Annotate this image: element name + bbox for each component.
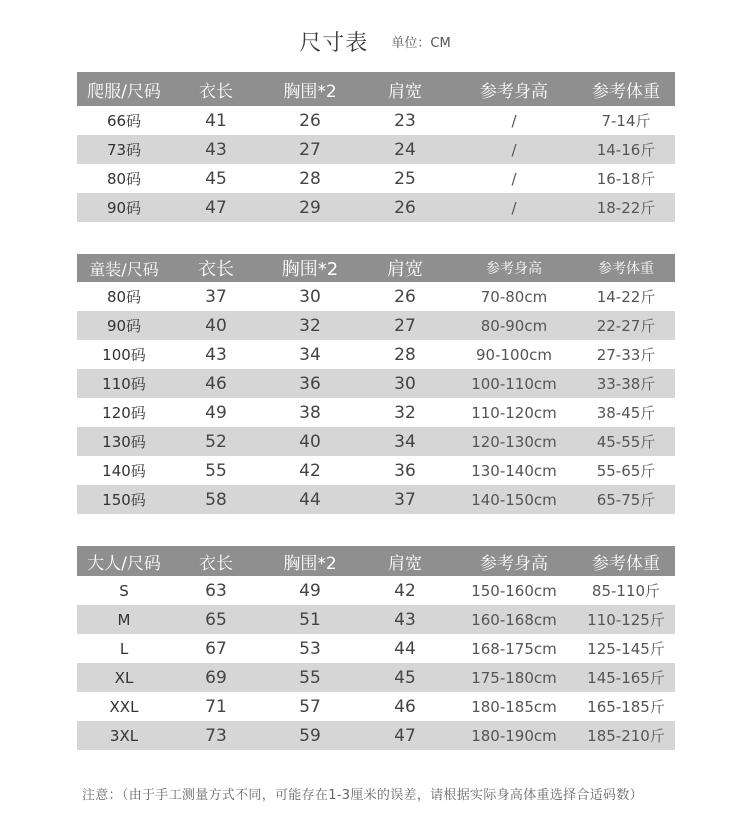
cell-height: 140-150cm — [451, 485, 577, 514]
cell-height: 130-140cm — [471, 461, 557, 480]
cell-height: 90-100cm — [476, 345, 552, 364]
table-header-row — [77, 72, 675, 106]
cell-height: 168-175cm — [471, 639, 557, 658]
cell-chest: 57 — [299, 696, 321, 717]
cell-height: 160-168cm — [451, 605, 577, 634]
cell-length: 41 — [205, 110, 227, 131]
cell-chest: 32 — [261, 311, 359, 340]
column-header-shoulder: 肩宽 — [359, 546, 451, 576]
cell-size: 150码 — [77, 485, 171, 514]
cell-length: 47 — [171, 193, 261, 222]
column-header-size: 童装/尺码 — [77, 254, 171, 282]
column-header-length: 衣长 — [171, 546, 261, 576]
cell-chest: 30 — [299, 286, 321, 307]
kids-size-table — [77, 254, 675, 514]
cell-length: 63 — [205, 580, 227, 601]
cell-shoulder: 30 — [359, 369, 451, 398]
cell-shoulder: 45 — [359, 663, 451, 692]
table-row — [77, 193, 675, 222]
cell-length: 69 — [171, 663, 261, 692]
cell-weight: 165-185斤 — [587, 698, 665, 716]
unit-label: 单位：CM — [391, 36, 451, 51]
cell-length: 40 — [171, 311, 261, 340]
cell-length: 67 — [205, 638, 227, 659]
cell-size: 90码 — [77, 311, 171, 340]
cell-size: 3XL — [77, 721, 171, 750]
table-row — [77, 106, 675, 135]
column-header-chest: 胸围*2 — [261, 72, 359, 106]
cell-chest: 34 — [299, 344, 321, 365]
cell-size: 140码 — [102, 462, 146, 480]
cell-weight: 55-65斤 — [596, 462, 656, 480]
cell-shoulder: 26 — [394, 286, 416, 307]
cell-shoulder: 23 — [394, 110, 416, 131]
table-row — [77, 340, 675, 369]
cell-shoulder: 36 — [394, 460, 416, 481]
cell-chest: 42 — [299, 460, 321, 481]
table-row — [77, 311, 675, 340]
table-row — [77, 634, 675, 663]
cell-size: 120码 — [102, 404, 146, 422]
column-header-height: 参考身高 — [451, 72, 577, 106]
cell-size: 80码 — [106, 170, 142, 188]
cell-height: 100-110cm — [451, 369, 577, 398]
cell-chest: 53 — [299, 638, 321, 659]
cell-shoulder: 27 — [359, 311, 451, 340]
cell-size: 80码 — [106, 288, 142, 306]
cell-length: 43 — [205, 344, 227, 365]
cell-length: 45 — [205, 168, 227, 189]
cell-weight: 14-22斤 — [596, 288, 656, 306]
table-row — [77, 282, 675, 311]
column-header-height: 参考身高 — [451, 546, 577, 576]
table-row — [77, 663, 675, 692]
adult-size-table — [77, 546, 675, 750]
cell-height: / — [451, 135, 577, 164]
table-row — [77, 427, 675, 456]
table-row — [77, 135, 675, 164]
table-row — [77, 485, 675, 514]
cell-size: 90码 — [77, 193, 171, 222]
column-header-chest: 胸围*2 — [261, 546, 359, 576]
cell-length: 52 — [171, 427, 261, 456]
cell-weight: 18-22斤 — [577, 193, 675, 222]
column-header-chest: 胸围*2 — [261, 254, 359, 282]
column-header-height: 参考身高 — [451, 254, 577, 282]
column-header-shoulder: 肩宽 — [359, 254, 451, 282]
cell-chest: 51 — [261, 605, 359, 634]
column-header-weight: 参考体重 — [577, 546, 675, 576]
cell-weight: 7-14斤 — [601, 112, 651, 130]
cell-shoulder: 26 — [359, 193, 451, 222]
table-row — [77, 398, 675, 427]
cell-length: 49 — [205, 402, 227, 423]
cell-shoulder: 46 — [394, 696, 416, 717]
cell-size: L — [119, 639, 129, 658]
cell-shoulder: 37 — [359, 485, 451, 514]
cell-chest: 29 — [261, 193, 359, 222]
cell-size: 100码 — [102, 346, 146, 364]
column-header-length: 衣长 — [171, 72, 261, 106]
cell-weight: 33-38斤 — [577, 369, 675, 398]
cell-weight: 85-110斤 — [591, 582, 661, 600]
column-header-weight: 参考体重 — [577, 72, 675, 106]
cell-shoulder: 34 — [359, 427, 451, 456]
table-row — [77, 369, 675, 398]
cell-chest: 44 — [261, 485, 359, 514]
cell-height: 175-180cm — [451, 663, 577, 692]
cell-height: / — [451, 193, 577, 222]
column-header-size: 爬服/尺码 — [77, 72, 171, 106]
table-row — [77, 605, 675, 634]
cell-height: 180-190cm — [451, 721, 577, 750]
cell-shoulder: 43 — [359, 605, 451, 634]
cell-shoulder: 42 — [394, 580, 416, 601]
cell-length: 71 — [205, 696, 227, 717]
page-title: 尺寸表 — [299, 31, 369, 56]
table-row — [77, 456, 675, 485]
column-header-weight: 参考体重 — [577, 254, 675, 282]
cell-size: 73码 — [77, 135, 171, 164]
cell-weight: 65-75斤 — [577, 485, 675, 514]
cell-weight: 14-16斤 — [577, 135, 675, 164]
cell-weight: 110-125斤 — [577, 605, 675, 634]
measurement-note: 注意：（由于手工测量方式不同，可能存在1-3厘米的误差，请根据实际身高体重选择合适码数） — [82, 788, 643, 803]
cell-shoulder: 28 — [394, 344, 416, 365]
cell-size: XL — [77, 663, 171, 692]
column-header-shoulder: 肩宽 — [359, 72, 451, 106]
cell-shoulder: 25 — [394, 168, 416, 189]
cell-length: 43 — [171, 135, 261, 164]
cell-height: / — [511, 169, 517, 188]
cell-chest: 36 — [261, 369, 359, 398]
cell-chest: 38 — [299, 402, 321, 423]
cell-chest: 59 — [261, 721, 359, 750]
cell-height: 120-130cm — [451, 427, 577, 456]
cell-shoulder: 24 — [359, 135, 451, 164]
cell-size: M — [77, 605, 171, 634]
cell-weight: 16-18斤 — [596, 170, 656, 188]
cell-weight: 145-165斤 — [577, 663, 675, 692]
column-header-size: 大人/尺码 — [77, 546, 171, 576]
cell-length: 37 — [205, 286, 227, 307]
cell-length: 73 — [171, 721, 261, 750]
cell-height: 80-90cm — [451, 311, 577, 340]
cell-length: 46 — [171, 369, 261, 398]
cell-height: 70-80cm — [480, 287, 548, 306]
cell-weight: 125-145斤 — [587, 640, 665, 658]
cell-shoulder: 47 — [359, 721, 451, 750]
cell-weight: 45-55斤 — [577, 427, 675, 456]
cell-shoulder: 32 — [394, 402, 416, 423]
table-row — [77, 721, 675, 750]
cell-size: 66码 — [106, 112, 142, 130]
cell-size: S — [119, 581, 129, 600]
cell-height: / — [511, 111, 517, 130]
cell-chest: 28 — [299, 168, 321, 189]
cell-chest: 49 — [299, 580, 321, 601]
title-bar — [0, 26, 750, 62]
romper-size-table — [77, 72, 675, 222]
cell-size: 130码 — [77, 427, 171, 456]
table-header-row — [77, 254, 675, 282]
cell-height: 110-120cm — [471, 403, 557, 422]
cell-shoulder: 44 — [394, 638, 416, 659]
cell-weight: 185-210斤 — [577, 721, 675, 750]
table-header-row — [77, 546, 675, 576]
cell-weight: 38-45斤 — [596, 404, 656, 422]
table-row — [77, 576, 675, 605]
cell-chest: 55 — [261, 663, 359, 692]
cell-height: 150-160cm — [471, 581, 557, 600]
cell-length: 55 — [205, 460, 227, 481]
column-header-length: 衣长 — [171, 254, 261, 282]
cell-size: XXL — [109, 697, 139, 716]
cell-length: 65 — [171, 605, 261, 634]
cell-weight: 27-33斤 — [596, 346, 656, 364]
cell-height: 180-185cm — [471, 697, 557, 716]
table-row — [77, 692, 675, 721]
cell-chest: 40 — [261, 427, 359, 456]
cell-weight: 22-27斤 — [577, 311, 675, 340]
cell-size: 110码 — [77, 369, 171, 398]
table-row — [77, 164, 675, 193]
cell-chest: 26 — [299, 110, 321, 131]
cell-chest: 27 — [261, 135, 359, 164]
cell-length: 58 — [171, 485, 261, 514]
